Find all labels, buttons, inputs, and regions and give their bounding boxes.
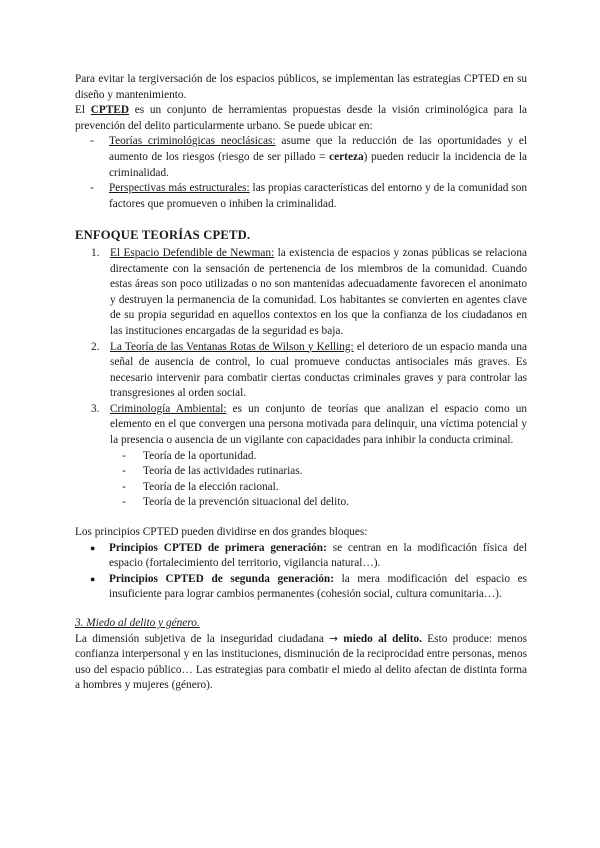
sub-list-item: - Teoría de la prevención situacional del delito. — [75, 495, 527, 511]
dash-marker: - — [122, 449, 126, 462]
intro-p2-pre: El — [75, 104, 91, 117]
bullet-marker: ● — [90, 573, 96, 584]
dash-marker: - — [90, 182, 94, 195]
theory-label: Teorías criminológicas neoclásicas: — [109, 135, 276, 148]
section-heading-enfoque: ENFOQUE TEORÍAS CPETD. — [75, 228, 251, 243]
enfoque-item-3: 3. Criminología Ambiental: es un conjunto de teorías que analizan el espacio como un elemento en el que convergen una persona motivada para delinquir, una víctima potencial y la presencia o ausencia de un vigilante con capacidades para inhibir la conducta criminal. — [75, 402, 527, 449]
sub-list-item: - Teoría de las actividades rutinarias. — [75, 464, 527, 480]
enfoque-item-2: 2. La Teoría de las Ventanas Rotas de Wilson y Kelling: el deterioro de un espacio manda una señal de ausencia de control, lo cual promueve conductas antisociales más graves. Es necesario intervenir para combatir ciertas conductas criminales graves y para controlar las transgresiones al orden social. — [75, 340, 527, 402]
document-page — [75, 72, 527, 694]
intro-paragraph-2 — [75, 103, 527, 134]
dash-marker: - — [122, 480, 126, 493]
principles-intro: Los principios CPTED pueden dividirse en dos grandes bloques: — [75, 526, 368, 539]
certeza-term: certeza — [329, 150, 364, 163]
item-number: 3. — [91, 402, 100, 415]
principle-item-first-generation: ● Principios CPTED de primera generación: se centran en la modificación física del espacio (fortalecimiento del territorio, vigilancia natural…). — [75, 541, 527, 572]
theory-label: Perspectivas más estructurales: — [109, 182, 250, 195]
bullet-marker: ● — [90, 542, 96, 553]
principle-item-second-generation: ● Principios CPTED de segunda generación: la mera modificación del espacio es insuficiente para lograr cambios permanentes (cohesión social, cultura comunitaria…). — [75, 572, 527, 603]
item-label: Criminología Ambiental: — [110, 402, 227, 415]
item-label: El Espacio Defendible de Newman: — [110, 246, 275, 259]
principle-label: Principios CPTED de segunda generación: — [109, 572, 334, 585]
sub-list-item: - Teoría de la oportunidad. — [75, 449, 527, 465]
principle-label: Principios CPTED de primera generación: — [109, 541, 327, 554]
cpted-term: CPTED — [90, 104, 130, 117]
miedo-term: miedo al delito. — [337, 632, 422, 645]
sub-list-item: - Teoría de la elección racional. — [75, 480, 527, 496]
spacer — [75, 511, 527, 525]
enfoque-item-1: 1. El Espacio Defendible de Newman: la existencia de espacios y zonas públicas se relaciona directamente con la sensación de pertenencia de los miembros de la comunidad. Cuando estas áreas son poco utilizadas o no son mantenidas adecuadamente favorecen el anonimato y destruyen la permanencia de la comunidad. Los habitantes se convierten en agentes clave de su propia seguridad en aquellos contextos en los que la confianza de los ciudadanos en las instituciones encargadas de la seguridad es baja. — [75, 246, 527, 340]
item-label: La Teoría de las Ventanas Rotas de Wilson y Kelling: — [110, 340, 354, 353]
dash-marker: - — [90, 135, 94, 148]
item-number: 2. — [91, 340, 100, 353]
theory-item-neoclassic: - Teorías criminológicas neoclásicas: asume que la reducción de las oportunidades y el aumento de los riesgos (riesgo de ser pillado = certeza) pueden reducir la incidencia de la criminalidad. — [75, 134, 527, 181]
section-title-miedo: 3. Miedo al delito y género. — [75, 617, 200, 629]
section3-paragraph: La dimensión subjetiva de la inseguridad ciudadana → miedo al delito. Esto produce: menos confianza interpersonal y en las instituciones, disminución de la reciprocidad entre personas, menos uso del espacio público… Las estrategias para combatir el miedo al delito afectan de distinta forma a hombres y mujeres (género). — [75, 632, 527, 692]
intro-paragraph-1: Para evitar la tergiversación de los espacios públicos, se implementan las estrategias CPTED en su diseño y mantenimiento. — [75, 73, 527, 101]
spacer — [75, 603, 527, 616]
intro-p2-post: es un conjunto de herramientas propuestas desde la visión criminológica para la prevención del delito particularmente urbano. Se puede ubicar en: — [75, 104, 527, 132]
item-number: 1. — [91, 246, 100, 259]
dash-marker: - — [122, 465, 126, 478]
arrow-icon: → — [329, 632, 338, 645]
theory-item-structural: - Perspectivas más estructurales: las propias características del entorno y de la comunidad son factores que promueven o inhiben la criminalidad. — [75, 181, 527, 212]
dash-marker: - — [122, 496, 126, 509]
